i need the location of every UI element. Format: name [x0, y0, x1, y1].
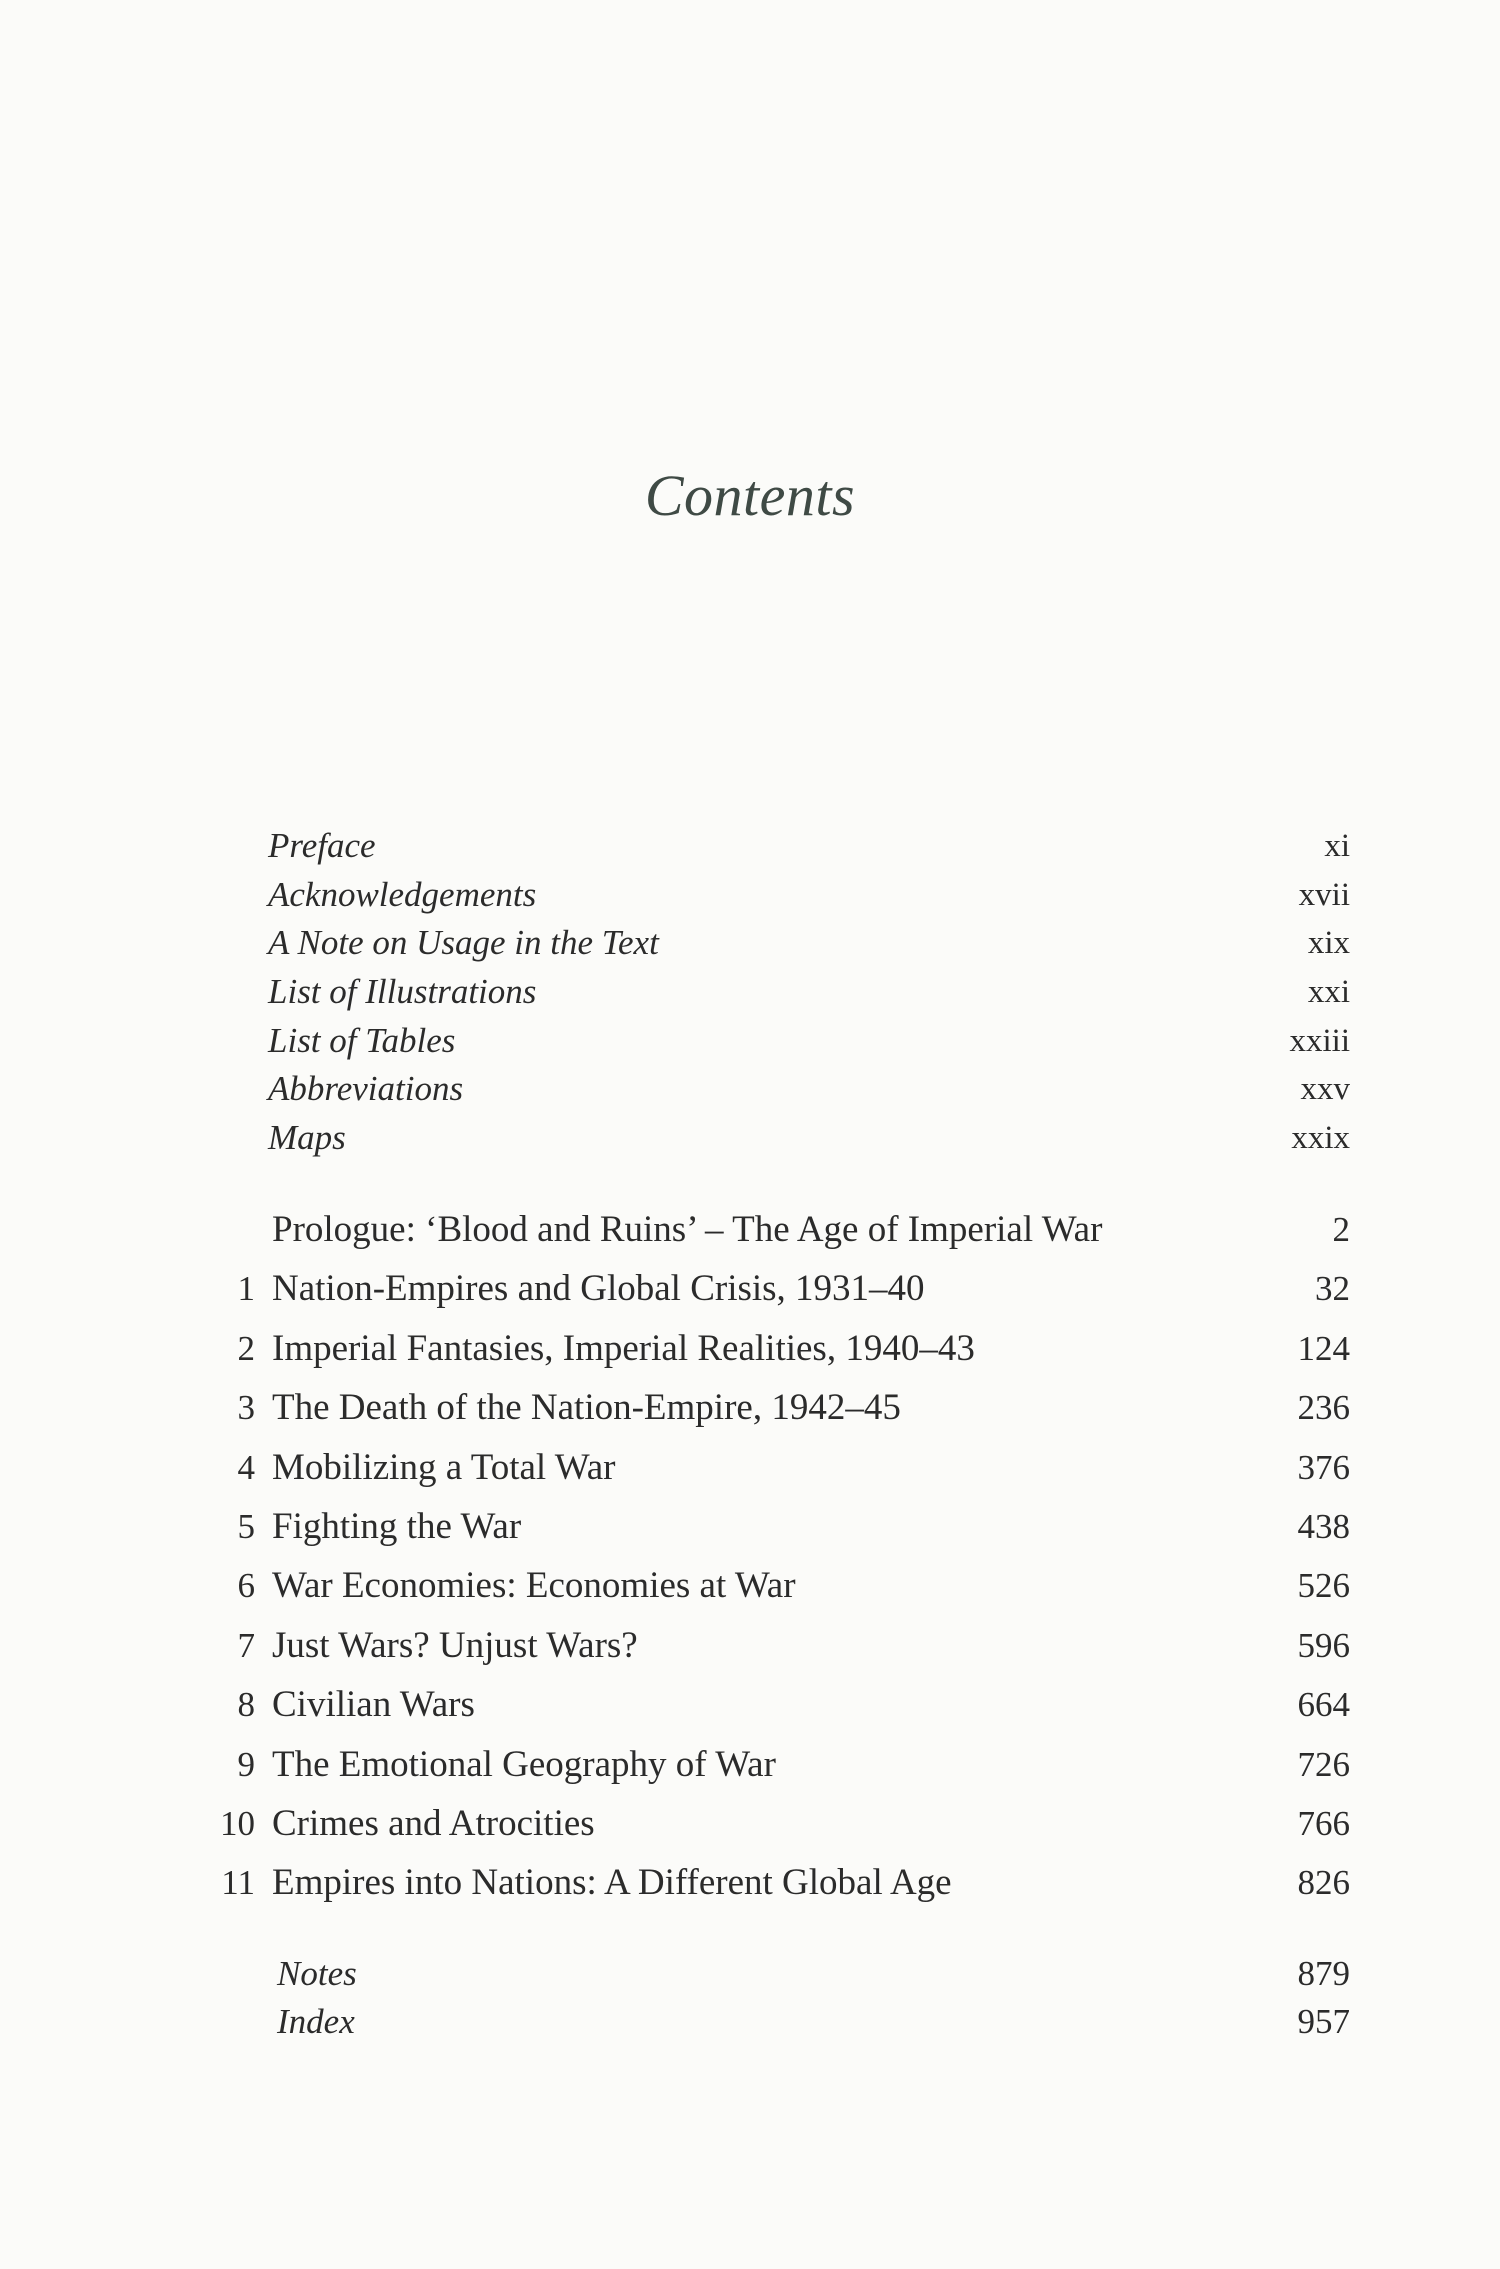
toc-entry-label: Preface — [268, 826, 376, 865]
toc-entry-chapter-3[interactable] — [0, 1384, 1500, 1444]
chapter-number: 3 — [237, 1388, 255, 1427]
toc-entry-label: Prologue: ‘Blood and Ruins’ – The Age of Imperial War — [272, 1209, 1103, 1250]
toc-entry-page: 124 — [1297, 1329, 1350, 1368]
toc-entry-page: xix — [1307, 925, 1350, 961]
toc-entry-label: The Emotional Geography of War — [272, 1744, 776, 1785]
chapter-number: 2 — [237, 1329, 255, 1368]
toc-entry-page: 376 — [1297, 1448, 1350, 1487]
toc-entry-index[interactable] — [0, 1998, 1500, 2058]
toc-entry-label: A Note on Usage in the Text — [268, 923, 659, 962]
toc-entry-chapter-4[interactable] — [0, 1444, 1500, 1504]
chapter-number: 8 — [237, 1685, 255, 1724]
toc-entry-page: 766 — [1297, 1804, 1350, 1843]
toc-entry-page: xxix — [1291, 1120, 1350, 1156]
chapter-number: 1 — [237, 1269, 255, 1308]
toc-entry-label: Abbreviations — [268, 1069, 464, 1108]
toc-entry-chapter-1[interactable] — [0, 1265, 1500, 1325]
toc-entry-label: List of Tables — [268, 1021, 456, 1060]
toc-entry-page: xxi — [1307, 974, 1350, 1010]
chapter-number: 6 — [237, 1566, 255, 1605]
toc-entry-chapter-5[interactable] — [0, 1503, 1500, 1563]
toc-entry-chapter-8[interactable] — [0, 1681, 1500, 1741]
toc-entry-maps[interactable] — [0, 1114, 1500, 1174]
toc-entry-label: Nation-Empires and Global Crisis, 1931–40 — [272, 1268, 925, 1309]
toc-entry-chapter-2[interactable] — [0, 1325, 1500, 1385]
toc-entry-page: 236 — [1297, 1388, 1350, 1427]
toc-entry-chapter-6[interactable] — [0, 1562, 1500, 1622]
toc-entry-page: 826 — [1297, 1863, 1350, 1902]
toc-entry-label: Civilian Wars — [272, 1684, 475, 1725]
chapter-number: 10 — [220, 1804, 255, 1843]
toc-entry-page: xvii — [1298, 877, 1350, 913]
toc-entry-label: Just Wars? Unjust Wars? — [272, 1625, 638, 1666]
toc-entry-prologue[interactable] — [0, 1206, 1500, 1266]
toc-entry-label: Acknowledgements — [268, 875, 537, 914]
toc-entry-page: 879 — [1297, 1954, 1350, 1993]
toc-entry-page: xxv — [1300, 1071, 1350, 1107]
toc-entry-page: xi — [1324, 828, 1350, 864]
toc-entry-label: List of Illustrations — [268, 972, 537, 1011]
toc-entry-page: 438 — [1297, 1507, 1350, 1546]
toc-entry-label: Imperial Fantasies, Imperial Realities, 1940–43 — [272, 1328, 975, 1369]
toc-entry-chapter-10[interactable] — [0, 1800, 1500, 1860]
toc-entry-label: Index — [277, 2002, 355, 2041]
chapter-number: 5 — [237, 1507, 255, 1546]
toc-entry-label: War Economies: Economies at War — [272, 1565, 796, 1606]
toc-entry-chapter-9[interactable] — [0, 1741, 1500, 1801]
chapter-number: 7 — [237, 1626, 255, 1665]
toc-entry-page: 32 — [1315, 1269, 1350, 1308]
toc-entry-page: xxiii — [1289, 1023, 1350, 1059]
toc-entry-page: 526 — [1297, 1566, 1350, 1605]
toc-entry-page: 2 — [1332, 1210, 1350, 1249]
toc-entry-label: Notes — [277, 1954, 357, 1993]
toc-entry-label: Empires into Nations: A Different Global Age — [272, 1862, 952, 1903]
chapter-number: 11 — [221, 1863, 255, 1902]
toc-entry-page: 726 — [1297, 1745, 1350, 1784]
toc-entry-label: Crimes and Atrocities — [272, 1803, 595, 1844]
toc-entry-page: 596 — [1297, 1626, 1350, 1665]
toc-entry-label: The Death of the Nation-Empire, 1942–45 — [272, 1387, 901, 1428]
toc-entry-chapter-7[interactable] — [0, 1622, 1500, 1682]
toc-entry-page: 957 — [1297, 2002, 1350, 2041]
toc-entry-label: Maps — [268, 1118, 346, 1157]
toc-entry-page: 664 — [1297, 1685, 1350, 1724]
toc-entry-chapter-11[interactable] — [0, 1859, 1500, 1919]
chapter-number: 9 — [237, 1745, 255, 1784]
page-title: Contents — [644, 463, 856, 528]
toc-entry-label: Mobilizing a Total War — [272, 1447, 616, 1488]
chapter-number: 4 — [237, 1448, 255, 1487]
toc-entry-label: Fighting the War — [272, 1506, 522, 1547]
